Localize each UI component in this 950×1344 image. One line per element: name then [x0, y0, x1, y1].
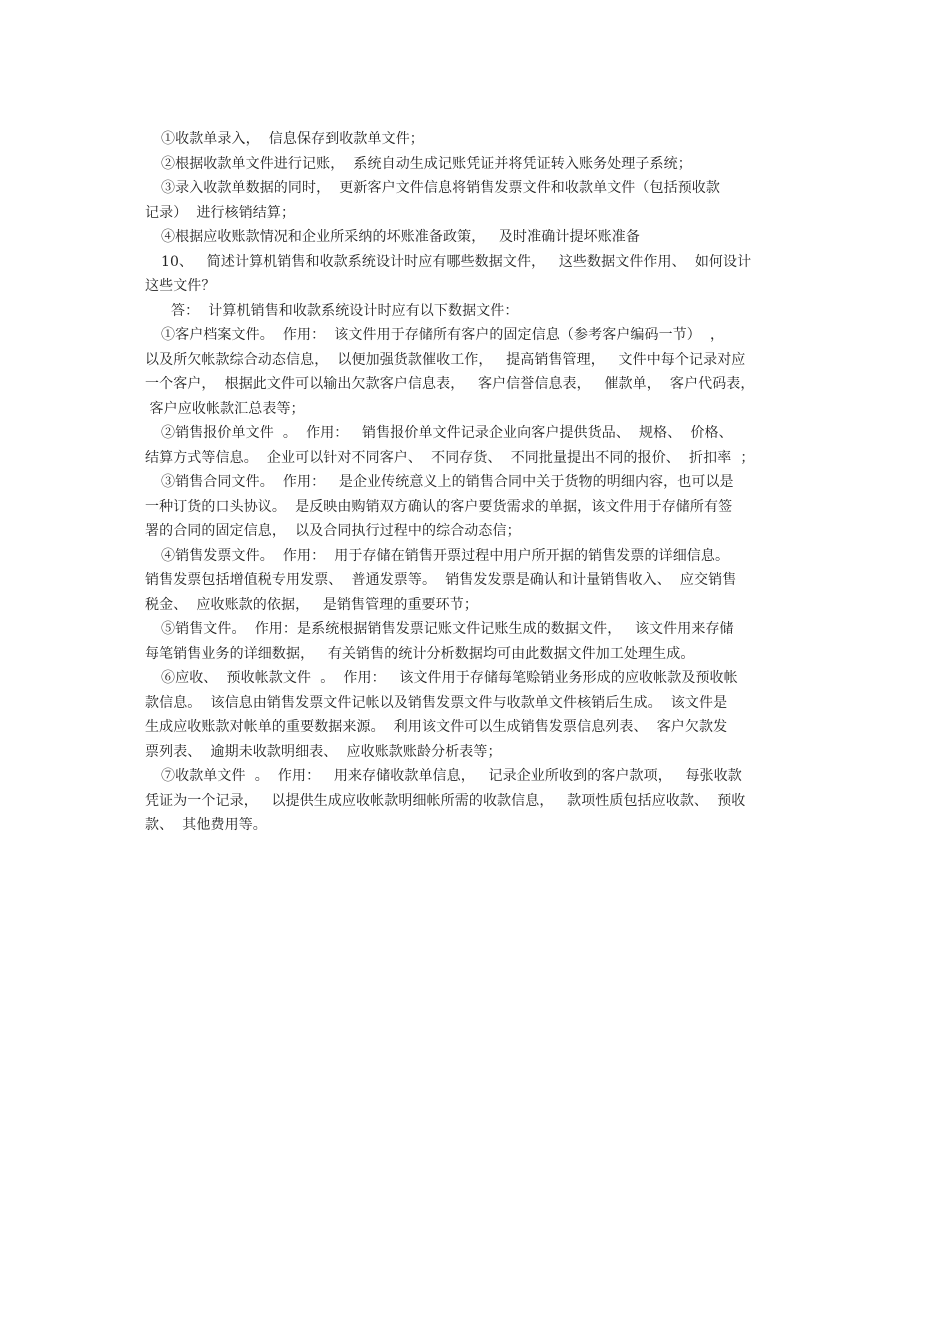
text-line: 款信息。 该信息由销售发票文件记帐以及销售发票文件与收款单文件核销后生成。 该文件是 [145, 694, 728, 711]
text-line: 以及所欠帐款综合动态信息， 以便加强货款催收工作， 提高销售管理， 文件中每个记录对应 [145, 351, 746, 368]
text-line: ①收款单录入， 信息保存到收款单文件； [161, 131, 424, 147]
text-line: 每笔销售业务的详细数据， 有关销售的统计分析数据均可由此数据文件加工处理生成。 [145, 645, 695, 662]
text-line: 客户应收帐款汇总表等； [145, 400, 305, 417]
text-line: 票列表、 逾期未收款明细表、 应收账款账龄分析表等； [145, 743, 502, 760]
text-line: ②根据收款单文件进行记账， 系统自动生成记账凭证并将凭证转入账务处理子系统； [161, 155, 692, 172]
text-line: 这些文件？ [145, 278, 216, 294]
text-line: 生成应收账款对帐单的重要数据来源。 利用该文件可以生成销售发票信息列表、 客户欠款发 [145, 719, 728, 735]
answer-intro: 答： 计算机销售和收款系统设计时应有以下数据文件： [171, 302, 519, 319]
text-line: ③录入收款单数据的同时， 更新客户文件信息将销售发票文件和收款单文件（包括预收款 [161, 180, 720, 196]
text-line: 记录） 进行核销结算； [145, 204, 296, 221]
text-line: ⑥应收、 预收帐款文件 。 作用： 该文件用于存储每笔赊销业务形成的应收帐款及预收帐 [161, 670, 738, 686]
text-line: 一个客户， 根据此文件可以输出欠款客户信息表， 客户信誉信息表， 催款单， 客户代码表， [145, 376, 755, 392]
text-line: 结算方式等信息。 企业可以针对不同客户、 不同存货、 不同批量提出不同的报价、 折扣率 ； [145, 449, 755, 466]
text-line: 税金、 应收账款的依据， 是销售管理的重要环节； [145, 596, 478, 613]
text-line: ④根据应收账款情况和企业所采纳的坏账准备政策， 及时准确计提坏账准备 [161, 229, 640, 245]
text-line: ⑤销售文件。 作用：是系统根据销售发票记账文件记账生成的数据文件， 该文件用来存储 [161, 621, 734, 637]
text-line: 一种订货的口头协议。 是反映由购销双方确认的客户要货需求的单据，该文件用于存储所有签 [145, 498, 733, 515]
text-line: ②销售报价单文件 。 作用： 销售报价单文件记录企业向客户提供货品、 规格、 价格、 [161, 425, 733, 441]
text-line: ③销售合同文件。 作用： 是企业传统意义上的销售合同中关于货物的明细内容，也可以是 [161, 474, 734, 490]
question-heading: 10、 简述计算机销售和收款系统设计时应有哪些数据文件， 这些数据文件作用、 如何设计 [161, 253, 752, 270]
text-line: 凭证为一个记录， 以提供生成应收帐款明细帐所需的收款信息， 款项性质包括应收款、 预收 [145, 792, 746, 809]
text-line: 款、 其他费用等。 [145, 817, 267, 833]
text-line: ①客户档案文件。 作用： 该文件用于存储所有客户的固定信息（参考客户编码一节） ， [161, 327, 725, 343]
text-line: 销售发票包括增值税专用发票、 普通发票等。 销售发发票是确认和计量销售收入、 应交销售 [145, 572, 737, 588]
text-line: ⑦收款单文件 。 作用： 用来存储收款单信息， 记录企业所收到的客户款项， 每张收款 [161, 768, 742, 784]
document-body [145, 127, 815, 838]
text-line: 署的合同的固定信息， 以及合同执行过程中的综合动态信； [145, 523, 521, 539]
text-line: ④销售发票文件。 作用： 用于存储在销售开票过程中用户所开据的销售发票的详细信息。 [161, 547, 730, 564]
